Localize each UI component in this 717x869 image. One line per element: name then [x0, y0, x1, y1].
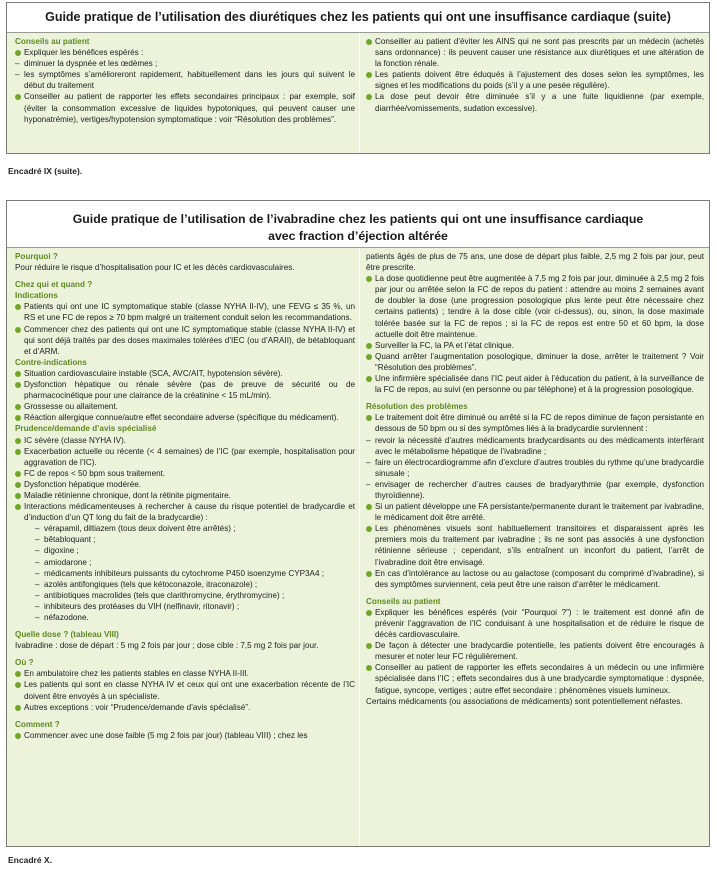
paragraph: Certains médicaments (ou associations de médicaments) sont potentiellement néfastes. — [366, 696, 683, 706]
bullet-item: Grossesse ou allaitement. — [15, 401, 355, 412]
column-divider — [359, 33, 360, 153]
bullet-item: Conseiller au patient d’éviter les AINS qui ne sont pas prescrits par un médecin (achetés sans ordonnance) : ils peuvent causer une résistance aux diurétiques et une altération de la fonction rénale. — [366, 36, 704, 69]
bullet-item: Les phénomènes visuels sont habituellement transitoires et disparaissent après les premiers mois du traitement par ivabradine ; ils ne sont pas associés à une dysfonction rétinienne sérieuse ; cependant, s’ils entraînent un inconfort du patient, l’arrêt de l’ivabradine doit être envisagé. — [366, 523, 704, 567]
bullet-item: Expliquer les bénéfices espérés (voir “Pourquoi ?”) : le traitement est donné afin de prévenir l’aggravation de l’IC conduisant à une hospitalisation et de réduire le risque de décès cardiovasculaire. — [366, 607, 704, 640]
section-heading-chez-qui: Chez qui et quand ? — [15, 280, 93, 290]
bullet-item: Commencer avec une dose faible (5 mg 2 fois par jour) (tableau VIII) ; chez les — [15, 730, 355, 741]
diuretics-guide-box — [6, 2, 710, 154]
bullet-item: En ambulatoire chez les patients stables en classe NYHA II-III. — [15, 668, 355, 679]
column-divider — [359, 248, 360, 846]
bullet-item: La dose quotidienne peut être augmentée à 7,5 mg 2 fois par jour, diminuée à 2,5 mg 2 fois par jour ou arrêtée selon la FC de repos du patient : attendre au moins 2 semaines avant de doubler la dose (une progression posologique plus lente peut être nécessaire chez certains patients) ; tendre à la dose cible (voir ci-dessus), ou, sinon, la dose maximale tolérée basée sur la FC de repos ; si la FC de repos est entre 50 et 60 bpm, la dose actuelle doit être maintenue. — [366, 273, 704, 340]
section-heading-comment: Comment ? — [15, 719, 60, 729]
bullet-item: Interactions médicamenteuses à rechercher à cause du risque potentiel de bradycardie et d’induction d’un QT long du fait de la bradycardie) : — [15, 501, 355, 523]
bullet-item: Si un patient développe une FA persistante/permanente durant le traitement par ivabradine, le médicament doit être arrêté. — [366, 501, 704, 523]
bullet-item: IC sévère (classe NYHA IV). — [15, 435, 355, 446]
ivabradine-right-column — [366, 251, 704, 707]
section-heading-conseils-patient: Conseils au patient — [366, 596, 441, 606]
section-heading-indications: Indications — [15, 291, 58, 301]
bullet-item: Conseiller au patient de rapporter les effets secondaires à un médecin ou une infirmière spécialisée dans l’IC ; effets secondaires dus à une bradycardie symptomatique : dyspnée, fatigue, syncope, vertiges ; autre effet secondaire : phénomènes visuels lumineux. — [366, 662, 704, 695]
bullet-item: Les patients doivent être éduqués à l’ajustement des doses selon les symptômes, les signes et les modifications du poids (s’il y a une pesée régulière). — [366, 69, 704, 91]
bullet-item: Commencer chez des patients qui ont une IC symptomatique stable (classe NYHA II-IV) et qui sont déjà traités par des doses maximales tolérées d’IEC (ou d’ARAII), de bétabloquant et d’ARM. — [15, 324, 355, 357]
bullet-item: Patients qui ont une IC symptomatique stable (classe NYHA II-IV), une FEVG ≤ 35 %, un RS et une FC de repos ≥ 70 bpm malgré un traitement conduit selon les recommandations. — [15, 301, 355, 323]
bullet-item: Une infirmière spécialisée dans l’IC peut aider à l’éducation du patient, à la surveillance de la FC de repos, au suivi (en personne ou par téléphone) et à la progression posologique. — [366, 373, 704, 395]
sub-dash-item: – digoxine ; — [15, 545, 355, 556]
bullet-item: Les patients qui sont en classe NYHA IV et ceux qui ont une exacerbation récente de l’IC doivent être envoyés à un spécialiste. — [15, 679, 355, 701]
section-heading-contre-indications: Contre-indications — [15, 357, 87, 367]
bullet-item: Expliquer les bénéfices espérés : — [15, 47, 355, 58]
diuretics-guide-title: Guide pratique de l’utilisation des diurétiques chez les patients qui ont une insuffisance cardiaque (suite) — [7, 3, 709, 33]
sub-dash-item: – néfazodone. — [15, 612, 355, 623]
dash-item: – faire un électrocardiogramme afin d’exclure d’autres troubles du rythme qu’une bradycardie sinusale ; — [366, 457, 704, 479]
dash-item: – diminuer la dyspnée et les œdèmes ; — [15, 58, 355, 69]
bullet-item: La dose peut devoir être diminuée s’il y a une fuite liquidienne (par exemple, diarrhée/vomissements, sudation excessive). — [366, 91, 704, 113]
bullet-item: Situation cardiovasculaire instable (SCA, AVC/AIT, hypotension sévère). — [15, 368, 355, 379]
sub-dash-item: – médicaments inhibiteurs puissants du cytochrome P450 isoenzyme CYP3A4 ; — [15, 568, 355, 579]
bullet-item: Dysfonction hépatique ou rénale sévère (pas de preuve de sécurité ou de pharmacocinétique pour une clairance de la créatinine < 15 mL/min). — [15, 379, 355, 401]
ivabradine-guide-title — [7, 201, 709, 248]
bullet-item: Dysfonction hépatique modérée. — [15, 479, 355, 490]
bullet-item: Exacerbation actuelle ou récente (< 4 semaines) de l’IC (par exemple, hospitalisation pour aggravation de l’IC). — [15, 446, 355, 468]
diuretics-right-column — [366, 36, 704, 114]
title-line-1: Guide pratique de l’utilisation de l’ivabradine chez les patients qui ont une insuffisance cardiaque — [72, 212, 644, 226]
title-line-2: avec fraction d’éjection altérée — [268, 229, 448, 243]
section-heading-prudence: Prudence/demande d’avis spécialisé — [15, 424, 157, 434]
bullet-item: En cas d’intolérance au lactose ou au galactose (composant du comprimé d’ivabradine), si des symptômes surviennent, cela peut être une raison d’arrêter le médicament. — [366, 568, 704, 590]
section-heading-resolution: Résolution des problèmes — [366, 402, 468, 412]
ivabradine-guide-body — [7, 248, 709, 846]
box-caption: Encadré X. — [8, 855, 52, 865]
dash-item: – envisager de rechercher d’autres causes de bradyarythmie (par exemple, dysfonction thyroïdienne). — [366, 479, 704, 501]
bullet-item: Surveiller la FC, la PA et l’état clinique. — [366, 340, 704, 351]
paragraph: Ivabradine : dose de départ : 5 mg 2 fois par jour ; dose cible : 7,5 mg 2 fois par jour. — [15, 641, 319, 651]
bullet-item: Quand arrêter l’augmentation posologique, diminuer la dose, arrêter le traitement ? Voir “Résolution des problèmes”. — [366, 351, 704, 373]
diuretics-guide-body — [7, 33, 709, 153]
bullet-item: Conseiller au patient de rapporter les effets secondaires principaux : par exemple, soif (éviter la consommation excessive de liquides hypotoniques, qui peuvent causer une hyponatrémie), vertiges/hypotension symptomatique : voir “Résolution des problèmes”. — [15, 91, 355, 124]
paragraph: Pour réduire le risque d’hospitalisation pour IC et les décès cardiovasculaires. — [15, 263, 295, 273]
sub-dash-item: – amiodarone ; — [15, 557, 355, 568]
section-heading-ou: Où ? — [15, 658, 34, 668]
sub-dash-item: – antibiotiques macrolides (tels que clarithromycine, érythromycine) ; — [15, 590, 355, 601]
section-heading-conseils: Conseils au patient — [15, 37, 90, 46]
dash-item: – les symptômes s’amélioreront rapidement, habituellement dans les jours qui suivent le début du traitement — [15, 69, 355, 91]
ivabradine-guide-box — [6, 200, 710, 847]
section-heading-pourquoi: Pourquoi ? — [15, 252, 58, 261]
bullet-item: Autres exceptions : voir “Prudence/demande d’avis spécialisé”. — [15, 702, 355, 713]
sub-dash-item: – vérapamil, diltiazem (tous deux doivent être arrêtés) ; — [15, 523, 355, 534]
bullet-item: Maladie rétinienne chronique, dont la rétinite pigmentaire. — [15, 490, 355, 501]
sub-dash-item: – azolés antifongiques (tels que kétoconazole, itraconazole) ; — [15, 579, 355, 590]
paragraph: patients âgés de plus de 75 ans, une dose de départ plus faible, 2,5 mg 2 fois par jour, peut être prescrite. — [366, 252, 704, 273]
bullet-item: Réaction allergique connue/autre effet secondaire adverse (spécifique du médicament). — [15, 412, 355, 423]
sub-dash-item: – bêtabloquant ; — [15, 534, 355, 545]
bullet-item: De façon à détecter une bradycardie potentielle, les patients doivent être encouragés à mesurer et noter leur FC régulièrement. — [366, 640, 704, 662]
dash-item: – revoir la nécessité d’autres médicaments bradycardisants ou des médicaments interférant avec le métabolisme hépatique de l’ivabradine ; — [366, 435, 704, 457]
diuretics-left-column — [15, 36, 355, 125]
section-heading-quelle-dose: Quelle dose ? (tableau VIII) — [15, 630, 119, 640]
sub-dash-item: – inhibiteurs des protéases du VIH (nelfinavir, ritonavir) ; — [15, 601, 355, 612]
box-caption: Encadré IX (suite). — [8, 166, 83, 176]
bullet-item: FC de repos < 50 bpm sous traitement. — [15, 468, 355, 479]
bullet-item: Le traitement doit être diminué ou arrêté si la FC de repos diminue de façon persistante en dessous de 50 bpm ou si des symptômes liés à la bradycardie surviennent : — [366, 412, 704, 434]
ivabradine-left-column — [15, 251, 355, 741]
